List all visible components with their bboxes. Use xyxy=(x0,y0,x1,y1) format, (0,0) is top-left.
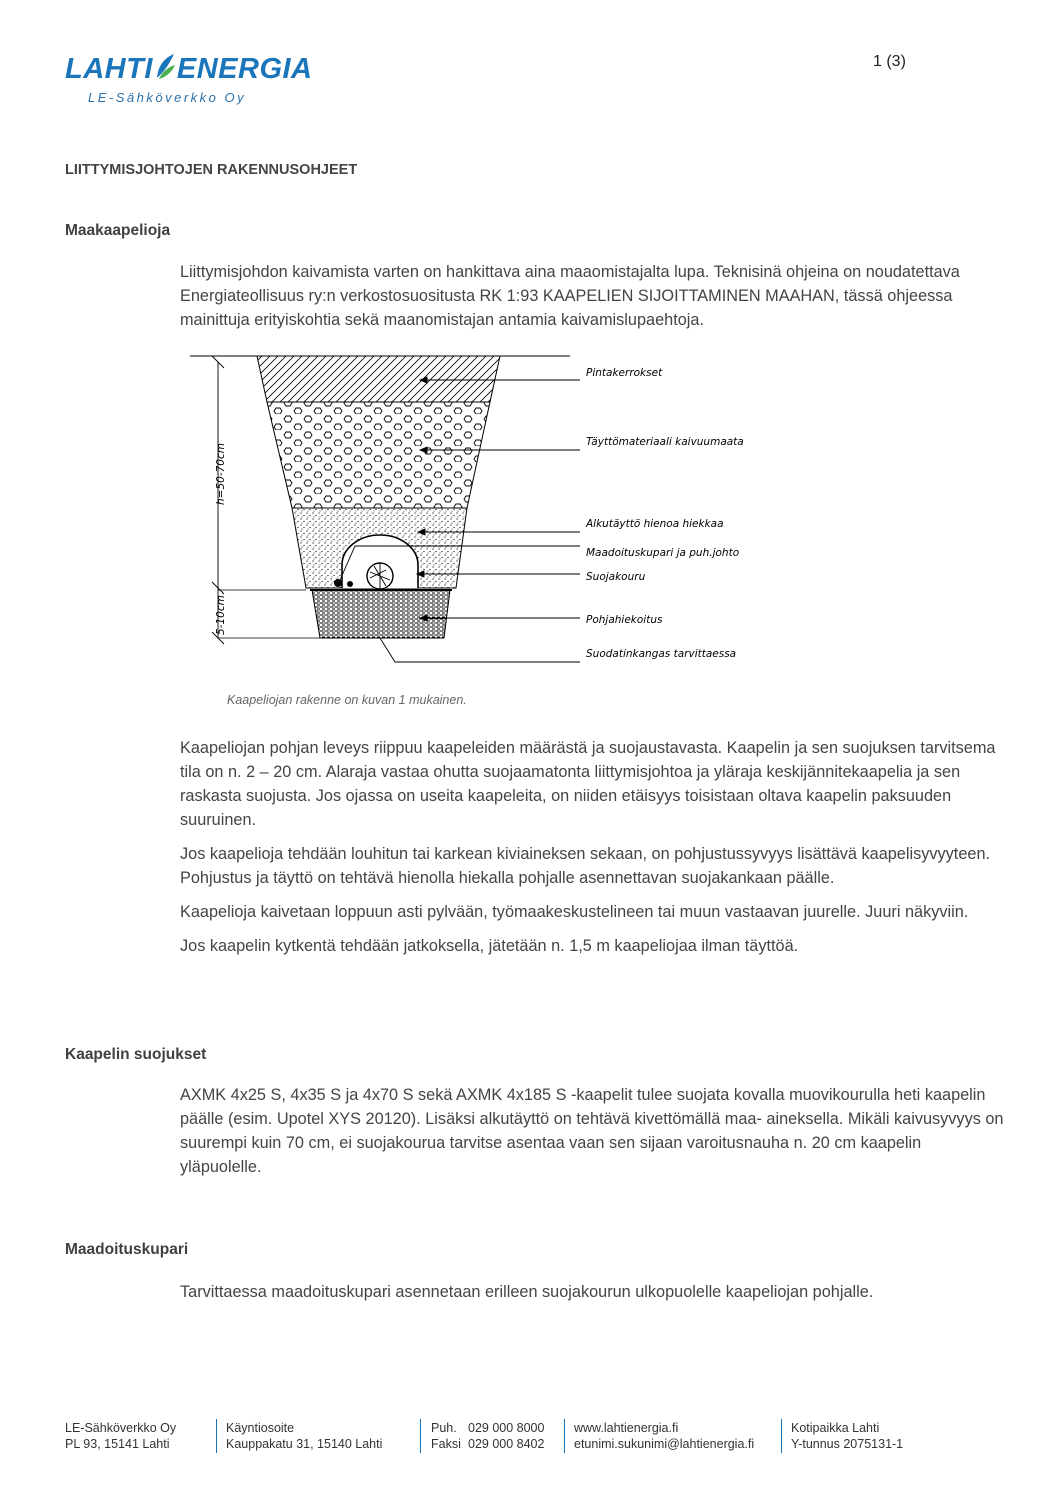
footer-fax-number: 029 000 8402 xyxy=(468,1437,545,1451)
logo-subtitle: LE-Sähköverkko Oy xyxy=(88,90,247,105)
label-protective-channel: Suojakouru xyxy=(586,571,646,583)
footer-phone-label: Puh. xyxy=(431,1421,457,1435)
footer-separator xyxy=(216,1419,217,1453)
footer-website-link[interactable]: www.lahtienergia.fi xyxy=(574,1421,679,1435)
label-filter-fabric: Suodatinkangas tarvittaessa xyxy=(586,648,737,660)
earthing-text: Tarvittaessa maadoituskupari asennetaan erilleen suojakourun ulkopuolelle kaapeliojan pohjalle. xyxy=(180,1283,874,1301)
footer-visit-address xyxy=(226,1420,382,1452)
cable-trench-diagram xyxy=(180,350,780,685)
logo-text-right: ENERGIA xyxy=(176,53,313,85)
heading-kaapelin-suojukset: Kaapelin suojukset xyxy=(65,1046,207,1063)
footer-visit-street: Kauppakatu 31, 15140 Lahti xyxy=(226,1437,383,1451)
label-surface-layers: Pintakerrokset xyxy=(586,367,663,379)
logo-text-left: LAHTI xyxy=(65,53,153,85)
company-logo xyxy=(65,52,313,86)
paragraph-width: Kaapeliojan pohjan leveys riippuu kaapeleiden määrästä ja suojaustavasta. Kaapelin ja sen suojuksen tarvitsema tila on n. 2 – 20 cm. Alaraja vastaa ohutta suojaamatonta liittymisjohtoa ja yläraja keskijännitekaapelia ja sen raskasta suojusta. Jos ojassa on useita kaapeleita, on niiden etäisyys toisistaan oltava kaapelin paksuuden suuruinen. xyxy=(180,739,996,829)
protection-paragraph xyxy=(180,1083,1005,1189)
leaf-icon xyxy=(154,52,176,82)
footer-fax-label: Faksi xyxy=(431,1437,461,1451)
heading-maakaapelioja: Maakaapelioja xyxy=(65,222,171,239)
document-title: LIITTYMISJOHTOJEN RAKENNUSOHJEET xyxy=(65,162,358,178)
paragraph-joint: Jos kaapelin kytkentä tehdään jatkoksella, jätetään n. 1,5 m kaapeliojaa ilman täyttöä. xyxy=(180,937,799,955)
intro-paragraph xyxy=(180,260,1005,342)
footer-business-id: Y-tunnus 2075131-1 xyxy=(791,1437,904,1451)
footer-domicile: Kotipaikka Lahti xyxy=(791,1421,880,1435)
footer-phone-number: 029 000 8000 xyxy=(468,1421,545,1435)
intro-text: Liittymisjohdon kaivamista varten on hankittava aina maaomistajalta lupa. Teknisinä ohjeina on noudatettava Energiateollisuus ry:n verkostosuositusta RK 1:93 KAAPELIEN SIJOITTAMINEN MAAHAN, tässä ohjeessa mainittuja erityiskohtia sekä maanomistajan antamia kaivamislupaehtoja. xyxy=(180,263,960,329)
dim-base-label: 5-10cm xyxy=(215,595,227,635)
footer-company-name: LE-Sähköverkko Oy xyxy=(65,1421,177,1435)
footer-separator xyxy=(781,1419,782,1453)
footer-phone-numbers xyxy=(468,1420,544,1452)
page-number: 1 (3) xyxy=(873,53,906,70)
footer-separator xyxy=(564,1419,565,1453)
label-fill-material: Täyttömateriaali kaivuumaata xyxy=(586,436,744,448)
footer-po-box: PL 93, 15141 Lahti xyxy=(65,1437,170,1451)
earthing-paragraph xyxy=(180,1280,1005,1314)
dim-depth-label: h=50-70cm xyxy=(215,443,227,505)
footer-visit-label: Käyntiosoite xyxy=(226,1421,295,1435)
footer-phone-labels xyxy=(431,1420,461,1452)
label-earthing-copper: Maadoituskupari ja puh.johto xyxy=(586,547,740,559)
figure-caption: Kaapeliojan rakenne on kuvan 1 mukainen. xyxy=(227,693,467,707)
footer-separator xyxy=(420,1419,421,1453)
label-initial-fill: Alkutäyttö hienoa hiekkaa xyxy=(586,518,724,530)
trench-paragraphs xyxy=(180,736,1005,968)
heading-maadoituskupari: Maadoituskupari xyxy=(65,1241,189,1258)
footer-company xyxy=(65,1420,176,1452)
label-bottom-sand: Pohjahiekoitus xyxy=(586,614,663,626)
paragraph-digging: Kaapelioja kaivetaan loppuun asti pylvään, työmaakeskustelineen tai muun vastaavan juurelle. Juuri näkyviin. xyxy=(180,903,969,921)
footer-email-link[interactable]: etunimi.sukunimi@lahtienergia.fi xyxy=(574,1437,755,1451)
footer-registration xyxy=(791,1420,903,1452)
footer-web xyxy=(574,1420,754,1452)
paragraph-rock: Jos kaapelioja tehdään louhitun tai karkean kiviaineksen sekaan, on pohjustussyvyys lisättävä kaapelisyvyyteen. Pohjustus ja täyttö on tehtävä hienolla hiekalla pohjalle asennettavan suojakankaan päälle. xyxy=(180,845,991,887)
protection-text: AXMK 4x25 S, 4x35 S ja 4x70 S sekä AXMK 4x185 S -kaapelit tulee suojata kovalla muovikourulla heti kaapelin päälle (esim. Upotel XYS 20120). Lisäksi alkutäyttö on tehtävä kivettömällä maa- aineksella. Mikäli kaivusyvyys on suurempi kuin 70 cm, ei suojakourua tarvitse asentaa vaan sen sijaan varoitusnauha n. 20 cm kaapelin yläpuolelle. xyxy=(180,1086,1004,1176)
